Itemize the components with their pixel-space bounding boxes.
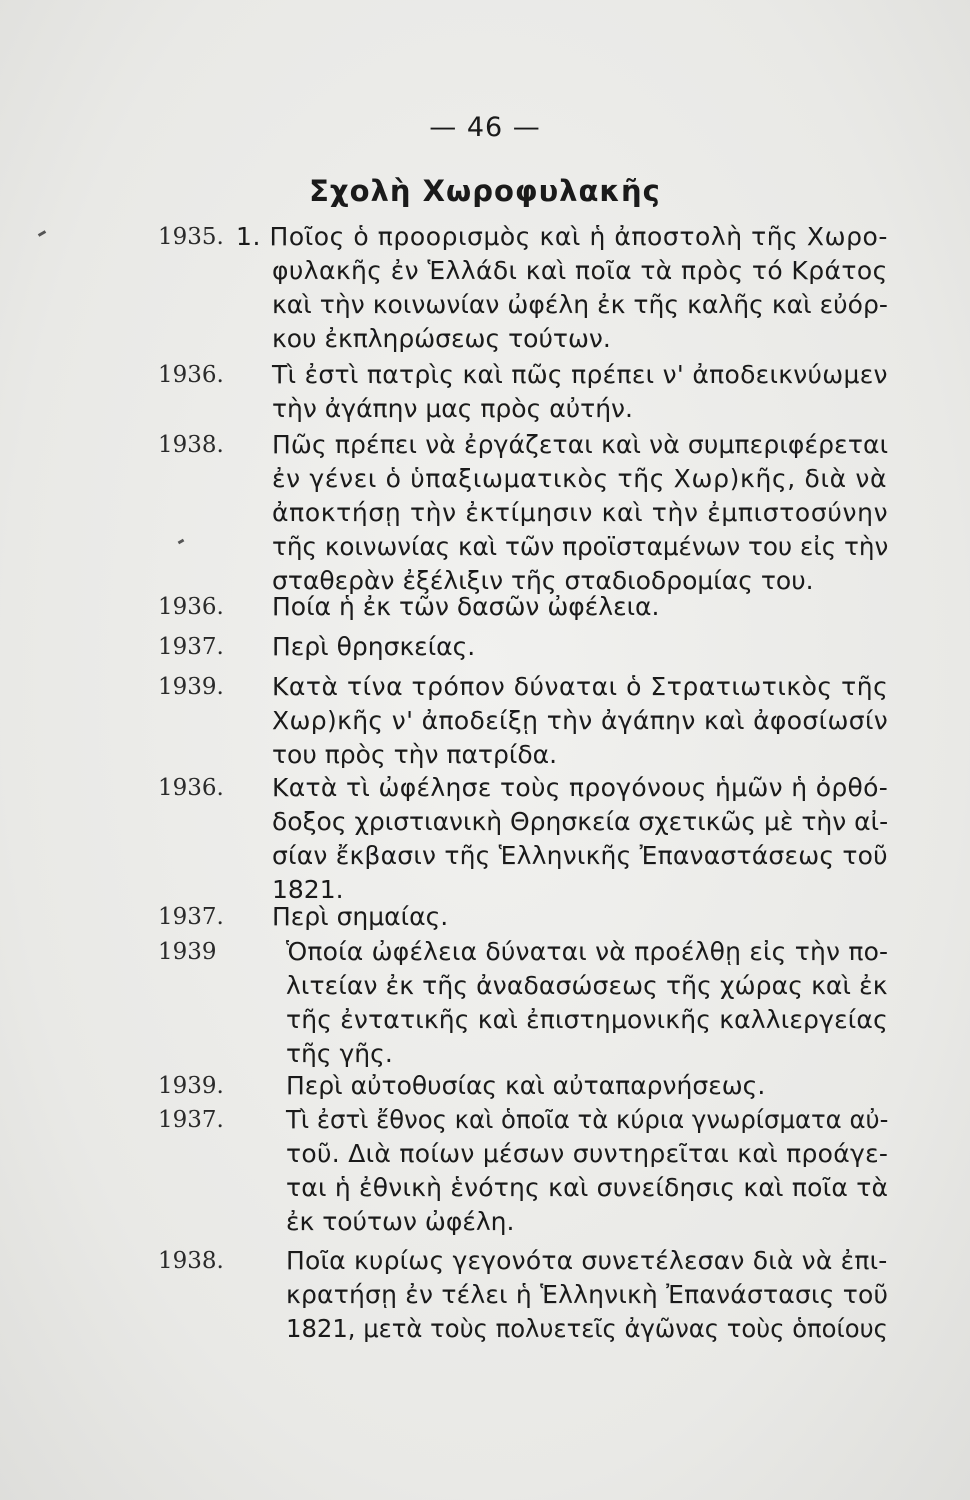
question-text-line: Τὶ ἐστὶ πατρὶς καὶ πῶς πρέπει ν' ἀποδεικνύωμεν xyxy=(272,360,888,389)
question-text-line: Κατὰ τὶ ὠφέλησε τοὺς προγόνους ἡμῶν ἡ ὀρθό- xyxy=(272,773,889,802)
question-text-line: Χωρ)κῆς ν' ἀποδείξῃ τὴν ἀγάπην καὶ ἀφοσίωσίν xyxy=(272,706,889,735)
question-text-line: τὴν ἀγάπην μας πρὸς αὐτήν. xyxy=(272,394,633,423)
ink-mark xyxy=(38,230,46,237)
question-text-line: ἐν γένει ὁ ὑπαξιωματικὸς τῆς Χωρ)κῆς, διὰ νὰ xyxy=(272,464,888,493)
question-text-line: Πῶς πρέπει νὰ ἐργάζεται καὶ νὰ συμπεριφέρεται xyxy=(272,430,889,459)
question-text-line: σταθερὰν ἐξέλιξιν τῆς σταδιοδρομίας του. xyxy=(272,566,814,595)
exam-year: 1936. xyxy=(158,594,224,620)
question-text-line: Περὶ σημαίας. xyxy=(272,902,449,931)
exam-year: 1937. xyxy=(158,1107,224,1133)
exam-year: 1937. xyxy=(158,904,224,930)
question-text-line: ἀποκτήσῃ τὴν ἐκτίμησιν καὶ τὴν ἐμπιστοσύνην xyxy=(272,498,889,527)
exam-year: 1938. xyxy=(158,432,224,458)
exam-year: 1939. xyxy=(158,674,224,700)
page-title: Σχολὴ Χωροφυλακῆς xyxy=(309,174,661,208)
question-text-line: κου ἐκπληρώσεως τούτων. xyxy=(272,324,611,353)
question-text-line: 1. Ποῖος ὁ προορισμὸς καὶ ἡ ἀποστολὴ τῆς Χωρο- xyxy=(236,222,889,251)
question-text-line: φυλακῆς ἐν Ἑλλάδι καὶ ποῖα τὰ πρὸς τό Κράτος xyxy=(272,256,888,285)
exam-year: 1936. xyxy=(158,362,224,388)
ink-mark xyxy=(178,539,185,545)
exam-year: 1935. xyxy=(158,224,224,250)
question-text-line: ἐκ τούτων ὠφέλη. xyxy=(286,1207,515,1236)
question-text-line: καὶ τὴν κοινωνίαν ὠφέλη ἐκ τῆς καλῆς καὶ εὐόρ- xyxy=(272,290,888,319)
question-text-line: Περὶ αὐτοθυσίας καὶ αὐταπαρνήσεως. xyxy=(286,1071,766,1100)
question-text-line: ται ἡ ἐθνικὴ ἑνότης καὶ συνείδησις καὶ ποῖα τὰ xyxy=(286,1173,889,1202)
question-text-line: τῆς ἐντατικῆς καὶ ἐπιστημονικῆς καλλιεργείας xyxy=(286,1005,888,1034)
question-text-line: λιτείαν ἐκ τῆς ἀναδασώσεως τῆς χώρας καὶ ἐκ xyxy=(286,971,888,1000)
question-text-line: Περὶ θρησκείας. xyxy=(272,632,476,661)
page-number: — 46 — xyxy=(429,112,541,143)
question-text-line: Ποία ἡ ἐκ τῶν δασῶν ὠφέλεια. xyxy=(272,592,660,621)
exam-year: 1937. xyxy=(158,634,224,660)
question-text-line: Τὶ ἐστὶ ἔθνος καὶ ὁποῖα τὰ κύρια γνωρίσματα αὐ- xyxy=(286,1105,889,1134)
question-text-line: του πρὸς τὴν πατρίδα. xyxy=(272,740,558,769)
question-text-line: Κατὰ τίνα τρόπον δύναται ὁ Στρατιωτικὸς τῆς xyxy=(272,672,889,701)
exam-year: 1939 xyxy=(158,939,217,965)
exam-year: 1939. xyxy=(158,1073,224,1099)
exam-year: 1938. xyxy=(158,1248,224,1274)
question-text-line: κρατήσῃ ἐν τέλει ἡ Ἑλληνικὴ Ἐπανάστασις τοῦ xyxy=(286,1280,889,1309)
question-text-line: Ὁποία ὠφέλεια δύναται νὰ προέλθῃ εἰς τὴν πο- xyxy=(286,937,889,966)
question-text-line: τοῦ. Διὰ ποίων μέσων συντηρεῖται καὶ προάγε- xyxy=(286,1139,889,1168)
exam-year: 1936. xyxy=(158,775,224,801)
question-text-line: δοξος χριστιανικὴ Θρησκεία σχετικῶς μὲ τὴν αἰ- xyxy=(272,807,889,836)
question-text-line: 1821, μετὰ τοὺς πολυετεῖς ἀγῶνας τοὺς ὁποίους xyxy=(286,1314,888,1343)
question-text-line: 1821. xyxy=(272,875,344,904)
question-text-line: τῆς γῆς. xyxy=(286,1039,393,1068)
question-text-line: Ποῖα κυρίως γεγονότα συνετέλεσαν διὰ νὰ ἐπι- xyxy=(286,1246,888,1275)
question-text-line: τῆς κοινωνίας καὶ τῶν προϊσταμένων του εἰς τὴν xyxy=(272,532,889,561)
question-text-line: σίαν ἔκβασιν τῆς Ἑλληνικῆς Ἐπαναστάσεως τοῦ xyxy=(272,841,888,870)
